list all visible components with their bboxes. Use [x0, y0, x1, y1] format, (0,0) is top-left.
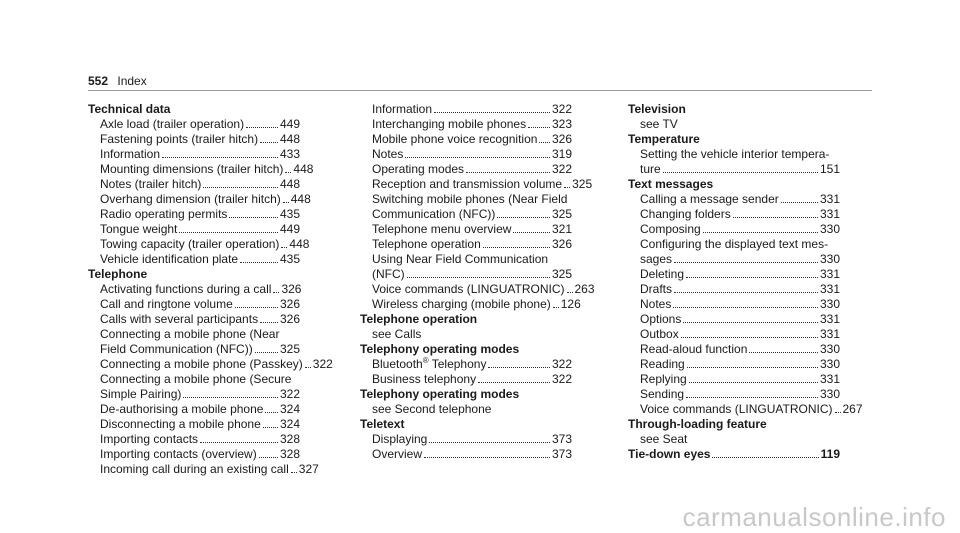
- entry-label-text: Tie-down eyes: [628, 447, 711, 461]
- entry-label-text: Overview: [372, 447, 423, 461]
- page-ref[interactable]: 331: [819, 267, 840, 281]
- index-heading-entry[interactable]: [628, 447, 840, 462]
- page-ref[interactable]: 331: [819, 312, 840, 326]
- dot-leader: [703, 232, 818, 233]
- page-ref[interactable]: 151: [819, 162, 840, 176]
- page-ref[interactable]: 326: [279, 312, 300, 326]
- page-ref[interactable]: 322: [551, 162, 572, 176]
- entry-label: [372, 282, 565, 297]
- entry-label-text: Disconnecting a mobile phone: [100, 417, 261, 431]
- registered-mark: ®: [422, 356, 429, 365]
- entry-label: [100, 297, 233, 312]
- entry-label-text: Notes: [372, 147, 404, 161]
- entry-label-text: Notes (trailer hitch): [100, 177, 202, 191]
- page-ref[interactable]: 326: [281, 282, 302, 296]
- page-ref[interactable]: 330: [819, 387, 840, 401]
- index-subentry[interactable]: [360, 117, 572, 132]
- dot-leader: [305, 367, 311, 368]
- index-column-2: [360, 102, 595, 462]
- entry-label: [640, 387, 684, 402]
- entry-label-text: Simple Pairing): [100, 387, 182, 401]
- entry-label: [372, 237, 481, 252]
- entry-label: [372, 177, 562, 192]
- index-subentry[interactable]: [360, 207, 572, 222]
- page-ref[interactable]: 324: [279, 417, 300, 431]
- dot-leader: [263, 427, 278, 428]
- index-subentry[interactable]: [360, 297, 581, 312]
- index-subentry-text: Using Near Field Communication: [372, 252, 549, 266]
- index-heading: Telephony operating modes: [360, 342, 520, 356]
- page-ref[interactable]: 373: [551, 432, 572, 446]
- entry-label-text: Mobile phone voice recognition: [372, 132, 538, 146]
- page-ref[interactable]: 373: [551, 447, 572, 461]
- index-subentry-text: Setting the vehicle interior tempera-: [640, 147, 830, 161]
- index-heading: Television: [628, 102, 686, 116]
- entry-label: [372, 357, 486, 372]
- index-subentry-text: see Calls: [372, 327, 422, 341]
- dot-leader: [674, 292, 818, 293]
- page-ref[interactable]: 330: [819, 252, 840, 266]
- dot-leader: [553, 307, 559, 308]
- entry-label-text: Calling a message sender: [640, 192, 779, 206]
- index-subentry-text: see Seat: [640, 432, 688, 446]
- entry-label: [640, 342, 747, 357]
- index-subentry[interactable]: [88, 342, 300, 357]
- entry-label: [372, 102, 432, 117]
- dot-leader: [497, 217, 550, 218]
- page-ref[interactable]: 435: [279, 252, 300, 266]
- dot-leader: [162, 157, 278, 158]
- index-subentry-text: Connecting a mobile phone (Secure: [100, 372, 292, 386]
- index-subentry[interactable]: [628, 402, 863, 417]
- page-ref[interactable]: 330: [819, 297, 840, 311]
- entry-label: [640, 372, 687, 387]
- dot-leader: [285, 172, 291, 173]
- entry-label-text: Connecting a mobile phone (Passkey): [100, 357, 303, 371]
- index-heading: Through-loading feature: [628, 417, 767, 431]
- entry-label-text: Reading: [640, 357, 685, 371]
- dot-leader: [429, 442, 550, 443]
- entry-label: [100, 282, 271, 297]
- index-subentry[interactable]: [88, 447, 300, 462]
- entry-label: [100, 387, 181, 402]
- index-subentry-text: Configuring the displayed text mes-: [640, 237, 829, 251]
- page-ref[interactable]: 449: [279, 117, 300, 131]
- entry-label-text: Telephone operation: [372, 237, 481, 251]
- index-subentry[interactable]: [628, 252, 840, 267]
- index-subentry[interactable]: [88, 162, 314, 177]
- index-subentry[interactable]: [628, 327, 840, 342]
- index-subentry[interactable]: [360, 162, 572, 177]
- index-subentry[interactable]: [628, 372, 840, 387]
- entry-label-text: Communication (NFC)): [372, 207, 496, 221]
- page-ref[interactable]: 328: [279, 432, 300, 446]
- page-ref[interactable]: 330: [819, 222, 840, 236]
- entry-label: [640, 312, 681, 327]
- entry-label: [372, 162, 464, 177]
- page-ref[interactable]: 448: [289, 237, 310, 251]
- page-ref[interactable]: 321: [551, 222, 572, 236]
- page-ref[interactable]: 330: [819, 342, 840, 356]
- dot-leader: [260, 322, 278, 323]
- dot-leader: [273, 292, 279, 293]
- entry-label-text: Reception and transmission volume: [372, 177, 563, 191]
- dot-leader: [183, 397, 278, 398]
- entry-label-text: Radio operating permits: [100, 207, 228, 221]
- entry-label: [640, 222, 701, 237]
- index-subentry[interactable]: [88, 252, 300, 267]
- page-ref[interactable]: 325: [551, 267, 572, 281]
- dot-leader: [681, 337, 818, 338]
- dot-leader: [488, 367, 550, 368]
- entry-label-text: Voice commands (LINGUATRONIC): [640, 402, 833, 416]
- page-ref[interactable]: 331: [819, 207, 840, 221]
- entry-label-text: Wireless charging (mobile phone): [372, 297, 551, 311]
- index-subentry[interactable]: [88, 432, 300, 447]
- index-subentry[interactable]: [88, 417, 300, 432]
- page-ref[interactable]: 328: [279, 447, 300, 461]
- page-ref[interactable]: 324: [279, 402, 300, 416]
- entry-label: [372, 147, 403, 162]
- dot-leader: [686, 277, 818, 278]
- entry-label-text: Fastening points (trailer hitch): [100, 132, 259, 146]
- dot-leader: [733, 217, 818, 218]
- page-ref[interactable]: 322: [551, 102, 572, 116]
- entry-label: [100, 222, 177, 237]
- entry-label: [640, 162, 661, 177]
- index-subentry[interactable]: [628, 192, 840, 207]
- entry-label-text: (NFC): [372, 267, 405, 281]
- page-ref[interactable]: 325: [551, 207, 572, 221]
- index-subentry-text: see TV: [640, 117, 678, 131]
- entry-label: [372, 432, 427, 447]
- entry-label: [372, 447, 422, 462]
- page-ref[interactable]: 448: [279, 132, 300, 146]
- index-subentry[interactable]: [360, 147, 572, 162]
- page-ref[interactable]: 331: [819, 372, 840, 386]
- entry-label: [372, 222, 511, 237]
- index-subentry[interactable]: [628, 297, 840, 312]
- page-ref[interactable]: 119: [820, 447, 840, 461]
- entry-label: [640, 252, 672, 267]
- dot-leader: [203, 187, 278, 188]
- entry-label-text: Activating functions during a call: [100, 282, 272, 296]
- dot-leader: [674, 262, 818, 263]
- entry-label-text: ture: [640, 162, 661, 176]
- index-subentry[interactable]: [88, 147, 300, 162]
- index-subentry[interactable]: [88, 192, 311, 207]
- dot-leader: [281, 247, 287, 248]
- watermark: carmanualsonline.info: [682, 502, 946, 532]
- entry-label: [100, 192, 281, 207]
- entry-label: [100, 237, 279, 252]
- index-subentry[interactable]: [88, 117, 300, 132]
- dot-leader: [229, 217, 278, 218]
- entry-label: [100, 402, 263, 417]
- index-subentry[interactable]: [360, 282, 595, 297]
- index-subentry[interactable]: [360, 177, 593, 192]
- entry-label: [100, 177, 201, 192]
- entry-label-text: Incoming call during an existing call: [100, 462, 289, 476]
- dot-leader: [265, 412, 278, 413]
- index-subentry[interactable]: [628, 222, 840, 237]
- entry-label: [372, 207, 495, 222]
- dot-leader: [200, 442, 278, 443]
- index-subentry[interactable]: [88, 402, 300, 417]
- page-ref[interactable]: 326: [279, 297, 300, 311]
- page-ref[interactable]: 325: [572, 177, 593, 191]
- entry-label: [100, 447, 257, 462]
- entry-label-text: Interchanging mobile phones: [372, 117, 527, 131]
- entry-label: [100, 342, 253, 357]
- page-ref[interactable]: 433: [279, 147, 300, 161]
- index-subentry[interactable]: [88, 312, 300, 327]
- page-ref[interactable]: 330: [819, 357, 840, 371]
- index-subentry[interactable]: [360, 267, 572, 282]
- dot-leader: [255, 352, 278, 353]
- entry-label: [372, 372, 476, 387]
- index-column-3: [628, 102, 863, 462]
- index-heading: Teletext: [360, 417, 405, 431]
- page-ref[interactable]: 325: [279, 342, 300, 356]
- index-subentry[interactable]: [628, 387, 840, 402]
- dot-leader: [686, 397, 818, 398]
- entry-label: [640, 282, 672, 297]
- dot-leader: [405, 157, 550, 158]
- page-ref[interactable]: 322: [551, 372, 572, 386]
- page-title: Index: [117, 74, 147, 88]
- dot-leader: [781, 202, 818, 203]
- dot-leader: [483, 247, 550, 248]
- index-subentry[interactable]: [628, 357, 840, 372]
- page-ref[interactable]: 326: [551, 132, 572, 146]
- dot-leader: [513, 232, 550, 233]
- index-subentry[interactable]: [360, 447, 572, 462]
- entry-label-text: Bluetooth: [372, 357, 423, 371]
- dot-leader: [240, 262, 278, 263]
- entry-label-text: Read-aloud function: [640, 342, 748, 356]
- entry-label-text: Information: [372, 102, 433, 116]
- page-ref[interactable]: 435: [279, 207, 300, 221]
- index-subentry[interactable]: [628, 162, 840, 177]
- dot-leader: [835, 412, 841, 413]
- index-subentry[interactable]: [360, 237, 572, 252]
- page-ref[interactable]: 331: [819, 282, 840, 296]
- page-ref[interactable]: 322: [312, 357, 333, 371]
- dot-leader: [407, 277, 550, 278]
- entry-label: [640, 297, 671, 312]
- index-subentry[interactable]: [360, 222, 572, 237]
- index-subentry[interactable]: [628, 312, 840, 327]
- entry-label: [372, 297, 551, 312]
- index-subentry[interactable]: [360, 372, 572, 387]
- dot-leader: [434, 112, 550, 113]
- dot-leader: [235, 307, 278, 308]
- entry-label-text: Importing contacts: [100, 432, 199, 446]
- index-subentry[interactable]: [88, 132, 300, 147]
- dot-leader: [466, 172, 550, 173]
- dot-leader: [539, 142, 550, 143]
- entry-label: [100, 462, 289, 477]
- dot-leader: [179, 232, 278, 233]
- entry-label-text: Field Communication (NFC)): [100, 342, 253, 356]
- entry-label-text: Changing folders: [640, 207, 731, 221]
- dot-leader: [246, 127, 278, 128]
- dot-leader: [564, 187, 570, 188]
- page-ref[interactable]: 323: [551, 117, 572, 131]
- index-heading: Temperature: [628, 132, 700, 146]
- entry-label: [100, 207, 227, 222]
- page-ref[interactable]: 448: [279, 177, 300, 191]
- dot-leader: [291, 472, 297, 473]
- dot-leader: [689, 382, 818, 383]
- entry-label-text: Notes: [640, 297, 672, 311]
- page-ref[interactable]: 267: [842, 402, 863, 416]
- entry-label: [640, 357, 685, 372]
- index-subentry-text: Connecting a mobile phone (Near: [100, 327, 280, 341]
- index-subentry[interactable]: [628, 342, 840, 357]
- index-subentry[interactable]: [360, 102, 572, 117]
- dot-leader: [683, 322, 818, 323]
- index-subentry[interactable]: [628, 207, 840, 222]
- entry-label-text: Composing: [640, 222, 701, 236]
- index-subentry[interactable]: [360, 432, 572, 447]
- entry-label: [100, 417, 261, 432]
- index-subentry-text: Switching mobile phones (Near Field: [372, 192, 568, 206]
- entry-label: [372, 132, 537, 147]
- page-ref[interactable]: 326: [551, 237, 572, 251]
- entry-label: [100, 162, 283, 177]
- index-subentry[interactable]: [88, 237, 310, 252]
- index-subentry[interactable]: [360, 132, 572, 147]
- page-header: [88, 74, 147, 89]
- page-ref[interactable]: 449: [279, 222, 300, 236]
- entry-label-text: Towing capacity (trailer operation): [100, 237, 280, 251]
- dot-leader: [749, 352, 818, 353]
- entry-label: [100, 357, 303, 372]
- dot-leader: [260, 142, 278, 143]
- entry-label: [100, 132, 258, 147]
- page-ref[interactable]: 331: [819, 327, 840, 341]
- entry-label: [372, 267, 405, 282]
- entry-label-text: Deleting: [640, 267, 685, 281]
- page-ref[interactable]: 263: [574, 282, 595, 296]
- dot-leader: [478, 382, 550, 383]
- entry-label: [640, 267, 684, 282]
- index-heading: Telephone: [88, 267, 148, 281]
- entry-label-text: Voice commands (LINGUATRONIC): [372, 282, 565, 296]
- page-ref[interactable]: 319: [551, 147, 572, 161]
- index-heading: Telephone operation: [360, 312, 478, 326]
- index-column-1: [88, 102, 333, 477]
- index-subentry[interactable]: [88, 357, 333, 372]
- dot-leader: [663, 172, 818, 173]
- entry-label: [640, 402, 833, 417]
- index-subentry[interactable]: [628, 282, 840, 297]
- entry-label-text-2: Telephony: [428, 357, 487, 371]
- entry-label-text: De-authorising a mobile phone: [100, 402, 264, 416]
- entry-label-text: Calls with several participants: [100, 312, 259, 326]
- index-subentry[interactable]: [88, 282, 300, 297]
- entry-label-text: Information: [100, 147, 161, 161]
- index-subentry[interactable]: [88, 222, 300, 237]
- entry-label-text: Operating modes: [372, 162, 465, 176]
- index-subentry[interactable]: [360, 357, 572, 372]
- index-subentry[interactable]: [628, 267, 840, 282]
- dot-leader: [259, 457, 278, 458]
- entry-label-text: Importing contacts (overview): [100, 447, 257, 461]
- index-subentry[interactable]: [88, 387, 300, 402]
- entry-label: [100, 117, 244, 132]
- index-heading: Technical data: [88, 102, 171, 116]
- entry-label: [100, 432, 198, 447]
- entry-label-text: Vehicle identification plate: [100, 252, 239, 266]
- entry-label-text: Telephone menu overview: [372, 222, 512, 236]
- dot-leader: [687, 367, 818, 368]
- entry-label: [640, 207, 731, 222]
- page-ref[interactable]: 322: [279, 387, 300, 401]
- entry-label-text: Mounting dimensions (trailer hitch): [100, 162, 284, 176]
- entry-label-text: Replying: [640, 372, 687, 386]
- index-subentry-text: see Second telephone: [372, 402, 492, 416]
- dot-leader: [567, 292, 573, 293]
- entry-label-text: Tongue weight: [100, 222, 178, 236]
- entry-label-text: Overhang dimension (trailer hitch): [100, 192, 281, 206]
- entry-label: [628, 447, 710, 462]
- header-rule: [88, 90, 872, 91]
- index-subentry[interactable]: [88, 462, 319, 477]
- page-ref[interactable]: 448: [293, 162, 314, 176]
- entry-label-text: sages: [640, 252, 673, 266]
- entry-label: [100, 252, 238, 267]
- page-ref[interactable]: 448: [290, 192, 311, 206]
- index-subentry[interactable]: [88, 297, 300, 312]
- page-ref[interactable]: 322: [551, 357, 572, 371]
- page-number: 552: [88, 74, 109, 88]
- page-ref[interactable]: 327: [298, 462, 319, 476]
- index-heading: Text messages: [628, 177, 714, 191]
- entry-label: [100, 312, 258, 327]
- entry-label-text: Business telephony: [372, 372, 477, 386]
- entry-label-text: Options: [640, 312, 682, 326]
- index-subentry[interactable]: [88, 177, 300, 192]
- entry-label-text: Axle load (trailer operation): [100, 117, 245, 131]
- dot-leader: [712, 457, 818, 458]
- entry-label-text: Call and ringtone volume: [100, 297, 233, 311]
- entry-label: [640, 192, 779, 207]
- dot-leader: [673, 307, 818, 308]
- entry-label: [640, 327, 679, 342]
- entry-label: [372, 117, 526, 132]
- index-heading: Telephony operating modes: [360, 387, 520, 401]
- dot-leader: [424, 457, 550, 458]
- page-ref[interactable]: 126: [560, 297, 581, 311]
- entry-label-text: Drafts: [640, 282, 673, 296]
- entry-label: [100, 147, 160, 162]
- entry-label-text: Outbox: [640, 327, 679, 341]
- entry-label-text: Sending: [640, 387, 685, 401]
- dot-leader: [283, 202, 289, 203]
- dot-leader: [528, 127, 550, 128]
- page-ref[interactable]: 331: [819, 192, 840, 206]
- index-subentry[interactable]: [88, 207, 300, 222]
- entry-label-text: Displaying: [372, 432, 428, 446]
